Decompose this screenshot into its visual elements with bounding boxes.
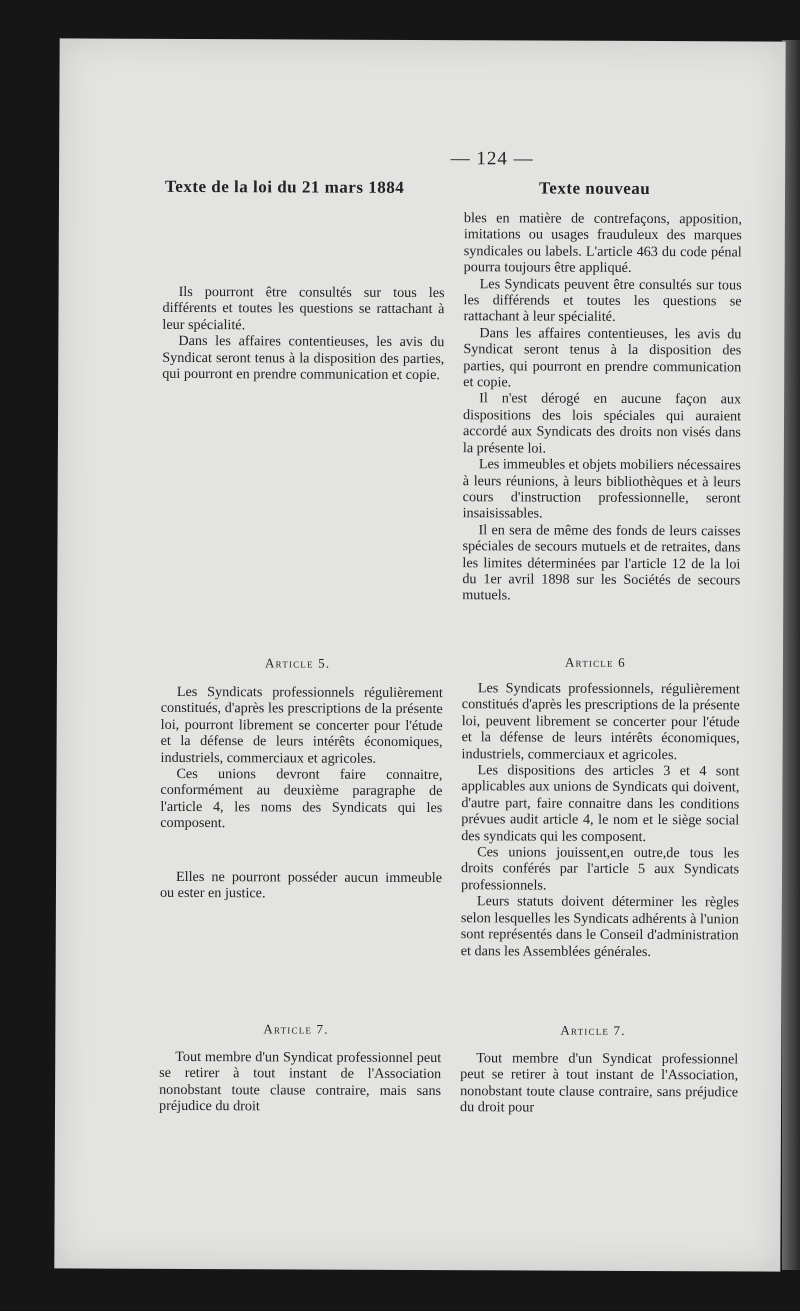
left-article-7-text [159,1049,441,1116]
paragraph: Ces unions jouissent,en outre,de tous les droits conférés par l'article 5 aux Syndicats professionnels. [460,844,740,894]
paragraph: Ils pourront être consultés sur tous les différents et toutes les questions se rattachant à leur spécialité. [162,283,445,334]
left-article-5-extra [160,869,442,903]
right-article-6-heading: Article 6 [564,654,626,670]
left-article-5-heading: Article 5. [264,655,331,671]
paragraph: Dans les affaires contentieuses, les avis du Syndicat seront tenus à la disposition des parties, qui pourront en prendre communication et copie. [162,333,445,384]
paragraph: Ces unions devront faire connaitre, conformément au deuxième paragraphe de l'article 4, les noms des Syndicats qui les composent. [160,765,443,832]
paragraph: bles en matière de contrefaçons, apposition, imitations ou usages frauduleux des marques syndicales ou labels. L'article 463 du code pénal pourra toujours être appliqué. [463,210,742,277]
paragraph: Les immeubles et objets mobiliers nécessaires à leurs réunions, à leurs bibliothèques et à leurs cours d'instruction professionnelle, seront insaisissables. [462,456,741,522]
paragraph: Elles ne pourront posséder aucun immeuble ou ester en justice. [159,868,443,902]
right-column-title: Texte nouveau [538,178,651,199]
paragraph: Les dispositions des articles 3 et 4 sont applicables aux unions de Syndicats qui doivent, d'autre part, faire connaitre dans les conditions prévues audit article 4, le nom et le siège social des syndicats qui les composent. [461,762,740,845]
paragraph: Leurs statuts doivent déterminer les règles selon lesquelles les Syndicats adhérents à l'union sont représentés dans le Conseil d'administration et dans les Assemblées générales. [460,893,739,960]
left-article-7-heading: Article 7. [263,1021,329,1037]
paragraph: Il en sera de même des fonds de leurs caisses spéciales de secours mutuels et de retraites, dans les limites déterminées par l'article 12 de la loi du 1er avril 1898 sur les Sociétés de secours mutuels. [462,521,741,604]
paragraph: Tout membre d'un Syndicat professionnel peut se retirer à tout instant de l'Association, nonobstant toute clause contraire, sans préjudice du droit pour [459,1050,739,1116]
right-article-6-text [461,680,740,960]
paragraph: Dans les affaires contentieuses, les avis du Syndicat seront tenus à la disposition des parties, qui pourront en prendre communication et copie. [463,325,742,391]
paragraph: Les Syndicats professionnels, régulièrement constitués d'après les prescriptions de la présente loi, peuvent librement se concerter pour l'étude et la défense de leurs intérêts économiques, industriels, commerciaux et agricoles. [461,680,740,763]
right-article-7-text [460,1050,738,1117]
left-block-consultation [162,284,444,384]
page-number: — 124 — [450,148,534,170]
paragraph: Les Syndicats professionnels régulièrement constitués, d'après les prescriptions de la présente loi, pourront librement se concerter pour l'étude et la défense de leurs intérêts économiques, industriels, commerciaux et agricoles. [160,683,443,767]
left-article-5-text [160,684,443,833]
document-page [54,38,785,1271]
paragraph: Il n'est dérogé en aucune façon aux dispositions des lois spéciales qui auraient accordé aux Syndicats des droits non visés dans la présente loi. [462,390,742,457]
right-block-opening [462,210,742,605]
paragraph: Tout membre d'un Syndicat professionnel peut se retirer à tout instant de l'Association nonobstant toute clause contraire, mais sans préjudice du droit [158,1048,442,1115]
left-column-title: Texte de la loi du 21 mars 1884 [165,176,405,197]
paragraph: Les Syndicats peuvent être consultés sur tous les différends et toutes les questions se rattachant à leur spécialité. [463,275,742,326]
right-article-7-heading: Article 7. [560,1022,626,1038]
